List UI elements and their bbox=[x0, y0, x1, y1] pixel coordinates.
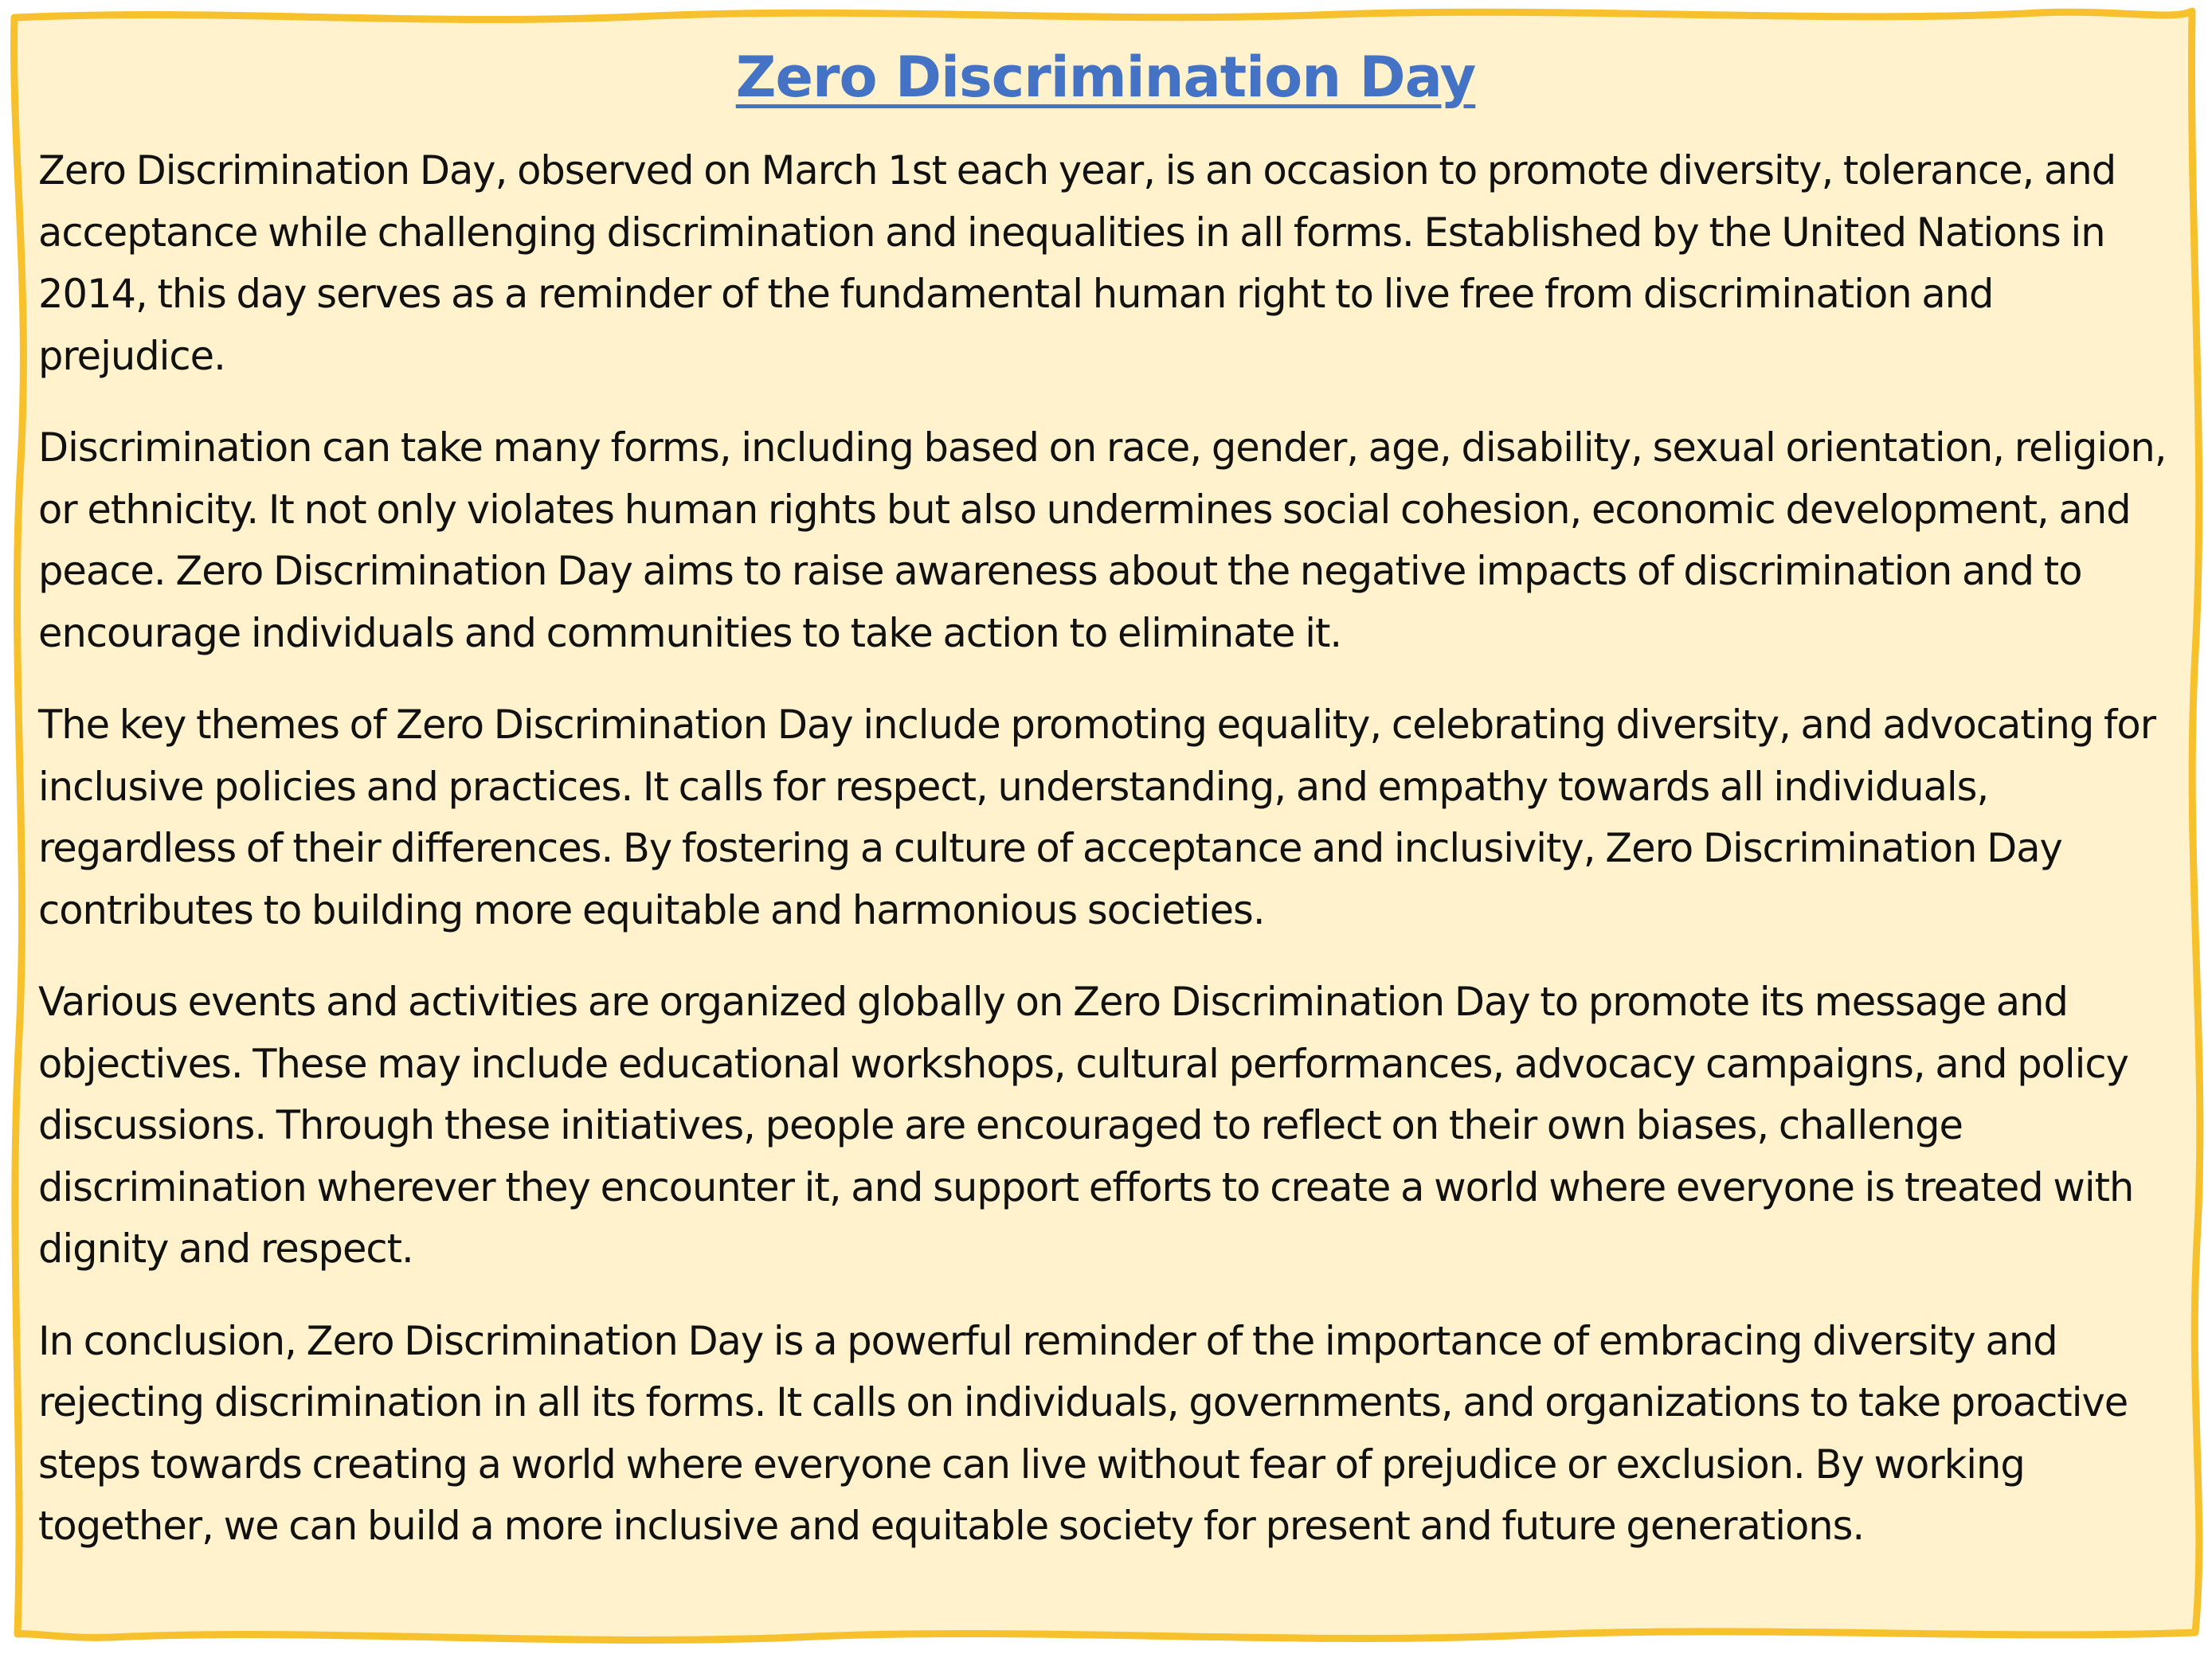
paragraph-2: Discrimination can take many forms, including based on race, gender, age, disability, sexual orientation, religion, or ethnicity. It not only violates human rights but also undermines social cohesion, economic development, and peace. Zero Discrimination Day aims to raise awareness about the negative impacts of discrimination and to encourage individuals and communities to take action to eliminate it. bbox=[38, 424, 2167, 656]
document-body bbox=[38, 41, 2173, 1602]
paragraph-1: Zero Discrimination Day, observed on March 1st each year, is an occasion to promote diversity, tolerance, and acceptance while challenging discrimination and inequalities in all forms. Established by the United Nations in 2014, this day serves as a reminder of the fundamental human right to live free from discrimination and prejudice. bbox=[38, 147, 2116, 379]
title-container bbox=[38, 45, 2173, 110]
paragraph-5: In conclusion, Zero Discrimination Day is a powerful reminder of the importance of embracing diversity and rejecting discrimination in all its forms. It calls on individuals, governments, and organizations to take proactive steps towards creating a world where everyone can live without fear of prejudice or exclusion. By working together, we can build a more inclusive and equitable society for present and future generations. bbox=[38, 1317, 2128, 1549]
paragraph-4: Various events and activities are organized globally on Zero Discrimination Day to promote its message and objectives. These may include educational workshops, cultural performances, advocacy campaigns, and policy discussions. Through these initiatives, people are encouraged to reflect on their own biases, challenge discrimination wherever they encounter it, and support efforts to create a world where everyone is treated with dignity and respect. bbox=[38, 979, 2134, 1272]
page-title: Zero Discrimination Day bbox=[735, 45, 1476, 110]
paragraph-3: The key themes of Zero Discrimination Day include promoting equality, celebrating diversity, and advocating for inclusive policies and practices. It calls for respect, understanding, and empathy towards all individuals, regardless of their differences. By fostering a culture of acceptance and inclusivity, Zero Discrimination Day contributes to building more equitable and harmonious societies. bbox=[38, 702, 2156, 933]
